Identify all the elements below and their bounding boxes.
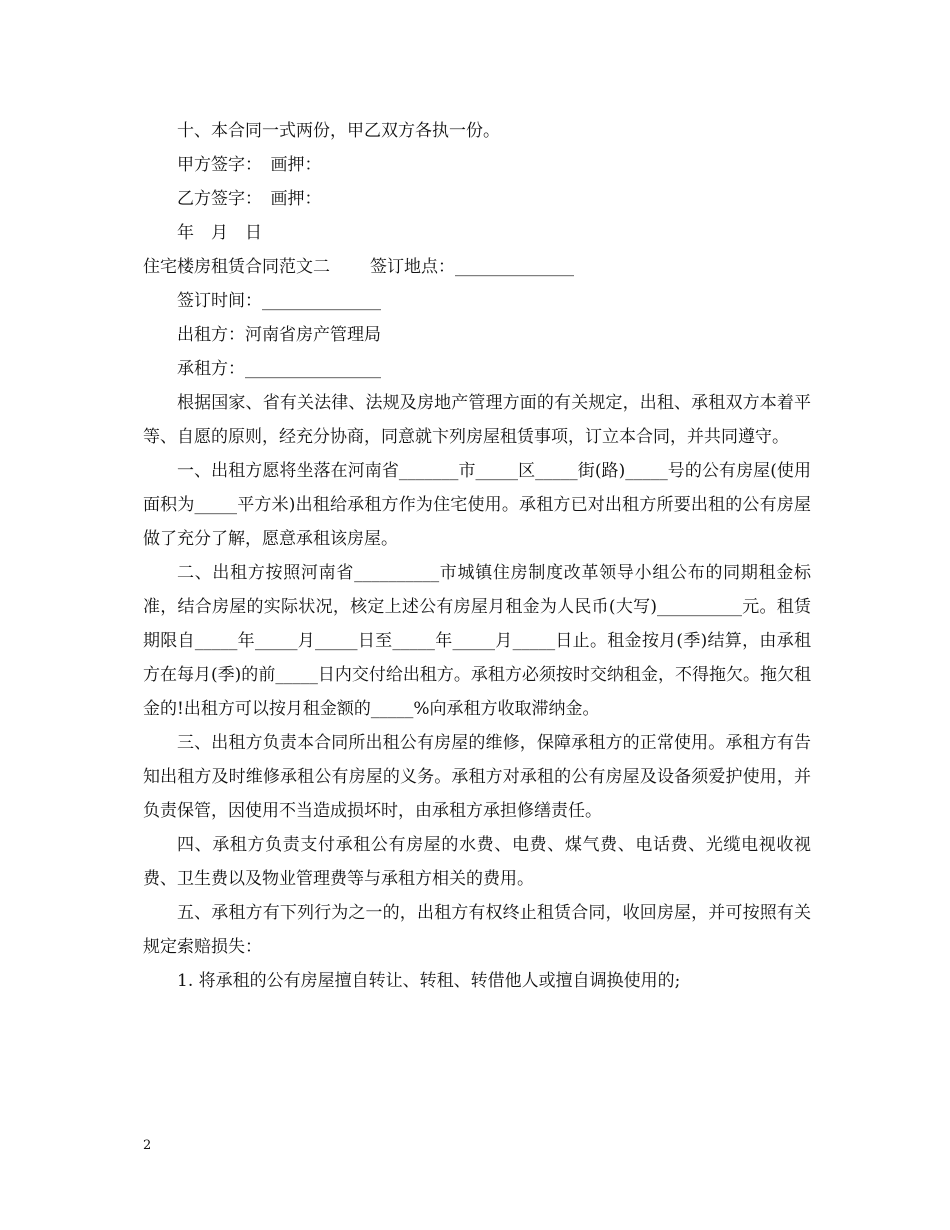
party-b-signature: 乙方签字： 画押： — [177, 189, 322, 209]
second-contract-title: 住宅楼房租赁合同范文二 — [143, 257, 330, 277]
clause-two-paragraph: 二、出租方按照河南省__________市城镇住房制度改革领导小组公布的同期租金标准，结合房屋的实际状况，核定上述公有房屋月租金为人民币(大写)__________元。租赁期限自_____年_____月_____日至_____年_____月_____日止。租金按月(季)结算，由承租方在每月(季)的前_____日内交付给出租方。承租方必须按时交纳租金，不得拖欠。拖欠租金的!出租方可以按月租金额的_____%向承租方收取滞纳金。 — [143, 563, 811, 719]
clause-five-paragraph: 五、承租方有下列行为之一的，出租方有权终止租赁合同，收回房屋，并可按照有关规定索赔损失： — [143, 903, 811, 957]
preamble-paragraph: 根据国家、省有关法律、法规及房地产管理方面的有关规定，出租、承租双方本着平等、自愿的原则，经充分协商，同意就卞列房屋租赁事项，订立本合同，并共同遵守。 — [143, 393, 811, 447]
clause-three-paragraph: 三、出租方负责本合同所出租公有房屋的维修，保障承租方的正常使用。承租方有告知出租方及时维修承租公有房屋的义务。承租方对承租的公有房屋及设备须爱护使用，并负责保管，因使用不当造成损坏时，由承租方承担修缮责任。 — [143, 733, 811, 821]
signing-time: 签订时间：______________ — [177, 291, 381, 311]
second-contract-heading-line — [143, 250, 811, 284]
clause-four-paragraph: 四、承租方负责支付承租公有房屋的水费、电费、煤气费、电话费、光缆电视收视费、卫生费以及物业管理费等与承租方相关的费用。 — [143, 835, 811, 889]
clause-five-item-one: 1. 将承租的公有房屋擅自转让、转租、转借他人或擅自调换使用的; — [177, 971, 681, 991]
clause-ten: 十、本合同一式两份，甲乙双方各执一份。 — [177, 121, 500, 141]
document-body — [143, 114, 811, 998]
clause-one-paragraph: 一、出租方愿将坐落在河南省_______市_____区_____街(路)_____号的公有房屋(使用面积为_____平方米)出租给承租方作为住宅使用。承租方已对出租方所要出租的公有房屋做了充分了解，愿意承租该房屋。 — [143, 461, 811, 549]
lessor-line: 出租方：河南省房产管理局 — [177, 325, 381, 345]
signing-place: 签订地点：______________ — [370, 257, 574, 277]
lessee-line: 承租方：________________ — [177, 359, 381, 379]
party-a-signature: 甲方签字： 画押： — [177, 155, 322, 175]
page-number: 2 — [143, 1138, 152, 1153]
date-line: 年 月 日 — [177, 223, 262, 243]
